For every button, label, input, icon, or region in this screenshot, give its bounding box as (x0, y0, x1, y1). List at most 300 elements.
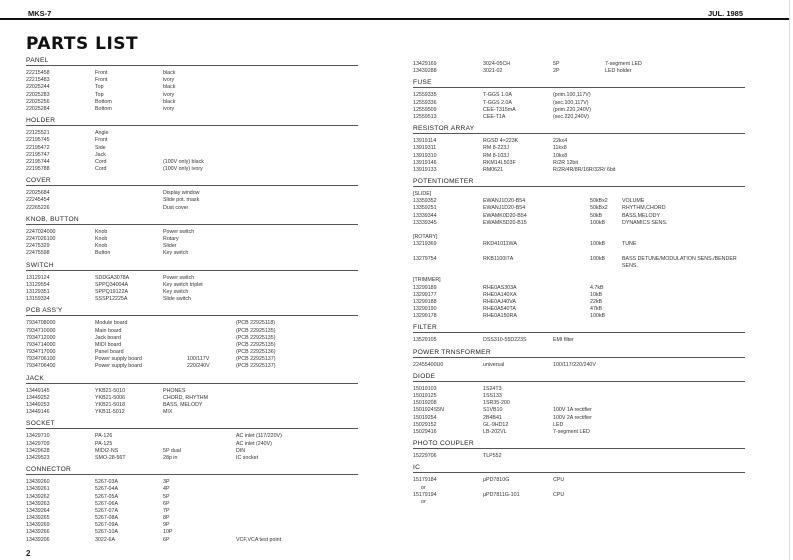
part-description: Angle (95, 130, 109, 137)
part-description: EWANJ1D20-B54 (483, 205, 526, 212)
part-number: 22475598 (26, 250, 50, 257)
part-remark: AC inlet (117/220V) (236, 433, 282, 440)
part-number: 13129554 (26, 281, 50, 288)
part-spec: 8P (163, 515, 170, 522)
part-description: universal (483, 361, 505, 368)
table-row (26, 501, 358, 508)
table-row (26, 402, 358, 409)
table-row (413, 362, 745, 369)
part-description: 1S24T3 (483, 385, 502, 392)
table-row (26, 197, 358, 204)
part-description: T-GGS 1.0A (483, 92, 512, 99)
part-number: 13449145 (26, 387, 50, 394)
part-number: or (421, 484, 426, 491)
part-description: Top (95, 91, 104, 98)
part-description: 1SS133 (483, 393, 502, 400)
section-panel (26, 57, 358, 113)
part-spec: 100kB (590, 241, 606, 248)
table-row (413, 114, 745, 121)
part-number: 7934712000 (26, 334, 56, 341)
section-heading: COVER (26, 177, 358, 186)
table-row (413, 256, 745, 270)
part-remark: 100kB (590, 313, 606, 320)
section-power-trnsformer (413, 349, 745, 369)
table-row (26, 479, 358, 486)
part-spec: Power switch (163, 228, 195, 235)
part-number: 15229706 (413, 453, 437, 460)
part-description: S1VB10 (483, 407, 503, 414)
part-number: 22265226 (26, 204, 50, 211)
part-description: 5267-06A (95, 500, 118, 507)
subgroup-label (413, 485, 745, 492)
part-remark: VCF,VCA test point (236, 536, 282, 543)
section-heading: IC (413, 464, 745, 473)
table-row (26, 363, 358, 370)
part-spec: (sec.100,117V) (553, 99, 589, 106)
part-remark: (PCB 22925137) (236, 356, 276, 363)
part-number: 2247026100 (26, 236, 56, 242)
part-spec: 100V 2A rectifier (553, 414, 592, 421)
table-row (26, 395, 358, 402)
part-description: RM 8-103J (483, 152, 509, 159)
table-row (413, 285, 745, 292)
section-switch (26, 262, 358, 304)
table-row (413, 220, 745, 227)
part-description: 5267-03A (95, 479, 118, 486)
part-spec: Display window (163, 190, 200, 197)
section-jack (26, 375, 358, 417)
part-number: 13359352 (413, 198, 437, 205)
part-number: 22195745 (26, 137, 50, 144)
part-number: 13439288 (413, 68, 437, 75)
part-spec: 100/117V (187, 356, 210, 363)
part-description: LB-202VL (483, 428, 507, 435)
part-spec: 10kx8 (553, 152, 568, 159)
part-description: Jack board (95, 334, 121, 341)
part-number: 12559335 (413, 92, 437, 99)
table-row (413, 61, 745, 68)
table-row (26, 159, 358, 166)
part-number: 13359251 (413, 205, 437, 212)
part-description: Front (95, 70, 108, 76)
table-row (413, 306, 745, 313)
section-continued (413, 61, 745, 75)
part-spec: EMI filter (553, 337, 574, 344)
part-description: MIDI2-NS (95, 447, 119, 454)
part-spec: CHORD, RHYTHM (163, 394, 209, 401)
part-remark: 22kB (590, 298, 603, 305)
part-spec: 100V 1A rectifier (553, 407, 592, 414)
table-row (413, 160, 745, 167)
table-row (413, 422, 745, 429)
part-number: 13439266 (26, 529, 50, 536)
part-description: TLP552 (483, 453, 502, 460)
part-description: Module board (95, 320, 128, 327)
part-number: 13439269 (26, 522, 50, 529)
part-description: 5267-07A (95, 507, 118, 514)
part-remark: BASS DETUNE/MODULATION SENS./BENDER SENS. (622, 255, 737, 269)
table-row (413, 492, 745, 499)
table-row (26, 130, 358, 137)
table-row (26, 508, 358, 515)
table-row (26, 106, 358, 113)
table-row (26, 92, 358, 99)
part-description: 5267-05A (95, 493, 118, 500)
part-number: 13429523 (26, 454, 50, 461)
part-number: 22025283 (26, 91, 50, 98)
table-row (26, 166, 358, 173)
part-remark: (PCB 22925137) (236, 363, 276, 370)
table-row (26, 328, 358, 335)
part-description: RHE0A150RA (483, 313, 517, 320)
part-spec: Slider (163, 243, 177, 250)
section-heading: FUSE (413, 79, 745, 88)
part-description: 5267-04A (95, 486, 118, 493)
part-spec: Key switch triplet (163, 281, 203, 288)
table-row (26, 433, 358, 440)
part-number: 22455400U0 (413, 361, 444, 368)
part-description: Main board (95, 327, 122, 334)
part-spec: 50kBx2 (590, 205, 608, 212)
left-column (26, 57, 358, 548)
section-heading: HOLDER (26, 117, 358, 126)
part-description: Cord (95, 166, 107, 173)
table-row (26, 77, 358, 84)
part-spec: black (163, 98, 176, 105)
table-row (413, 270, 745, 277)
table-row (413, 429, 745, 436)
table-row (413, 153, 745, 160)
table-row (26, 243, 358, 250)
table-row (413, 337, 745, 344)
part-description: MIDI board (95, 341, 122, 348)
part-description: CEE-T1A (483, 113, 506, 120)
part-number: 13919310 (413, 152, 437, 159)
part-remark: VOLUME (622, 198, 645, 205)
part-remark: 47kB (590, 306, 603, 313)
table-row (26, 455, 358, 462)
part-description: 5267-08A (95, 515, 118, 522)
part-spec: black (163, 70, 176, 76)
part-number: 13299188 (413, 298, 437, 305)
part-description: Knob (95, 236, 108, 242)
section-potentiometer (413, 178, 745, 320)
part-spec: ivory (163, 77, 175, 84)
subgroup-label (413, 191, 745, 198)
table-row (26, 84, 358, 91)
part-spec: 100kB (590, 255, 606, 262)
part-number: 13429628 (26, 447, 50, 454)
table-row (26, 152, 358, 159)
section-heading: PCB ASS'Y (26, 307, 358, 316)
table-row (26, 70, 358, 77)
part-description: RKD41011WA (483, 241, 517, 248)
part-spec: Power switch (163, 274, 195, 281)
table-row (26, 250, 358, 257)
part-number: [TRIMMER] (413, 277, 441, 284)
page-edge (789, 0, 790, 560)
part-spec: Rotary (163, 236, 179, 242)
table-row (26, 289, 358, 296)
part-description: RHE0AS303A (483, 284, 517, 291)
part-spec: LED (553, 421, 564, 428)
section-holder (26, 117, 358, 173)
table-row (413, 249, 745, 256)
part-number: 13919146 (413, 159, 437, 166)
table-row (26, 349, 358, 356)
page-title: PARTS LIST (26, 34, 139, 54)
part-spec: 7P (163, 507, 170, 514)
part-number: 13159334 (26, 296, 50, 303)
table-row (26, 296, 358, 303)
part-remark: (PCB 22925135) (236, 334, 276, 341)
part-number: 15019254 (413, 414, 437, 421)
part-number: 7934714000 (26, 341, 56, 348)
part-number: 13439261 (26, 486, 50, 493)
section-socket (26, 420, 358, 462)
part-spec: PHONES (163, 387, 186, 394)
part-number: 22025256 (26, 98, 50, 105)
table-row (413, 138, 745, 145)
part-number: 2247024000 (26, 228, 56, 235)
table-row (413, 92, 745, 99)
table-row (26, 529, 358, 536)
section-heading: SOCKET (26, 420, 358, 429)
table-row (26, 137, 358, 144)
part-spec: 5P (553, 61, 560, 67)
section-heading: RESISTOR ARRAY (413, 125, 745, 134)
part-description: EWANJ1D20-B54 (483, 198, 526, 205)
part-description: μPD7810G (483, 477, 510, 484)
part-description: RGSD 4×223K (483, 138, 519, 145)
part-number: 13429169 (413, 61, 437, 67)
table-row (26, 448, 358, 455)
part-description: Front (95, 77, 108, 84)
part-spec: CPU (553, 477, 565, 484)
section-diode (413, 373, 745, 436)
part-number: 7934708000 (26, 320, 56, 327)
part-spec: CPU (553, 491, 565, 498)
part-remark: IC socket (236, 454, 259, 461)
part-spec: ivory (163, 105, 175, 112)
part-description: 5267-10A (95, 529, 118, 536)
table-row (413, 213, 745, 220)
part-number: 13919114 (413, 138, 437, 145)
part-description: RHE0AJ40VA (483, 298, 516, 305)
part-number: 12559336 (413, 99, 437, 106)
part-description: CEE-T315mA (483, 106, 516, 113)
section-heading: DIODE (413, 373, 745, 382)
part-remark: BASS,MELODY (622, 212, 660, 219)
part-number: 15019125 (413, 393, 437, 400)
part-number: 7934710000 (26, 327, 56, 334)
table-row (26, 190, 358, 197)
part-description: 2B4B41 (483, 414, 502, 421)
part-number: 12559509 (413, 106, 437, 113)
part-number: 13339344 (413, 212, 437, 219)
header-rule (0, 18, 790, 20)
part-description: Jack (95, 151, 106, 158)
part-number: 15029152 (413, 421, 437, 428)
part-number: 13529105 (413, 337, 437, 344)
table-row (26, 320, 358, 327)
part-description: 3024-05CH (483, 61, 511, 67)
part-description: Side (95, 144, 106, 151)
part-description: YKB21-5018 (95, 402, 126, 408)
part-spec: 3P (163, 479, 170, 486)
part-description: YKB21-5006 (95, 394, 126, 401)
part-number: 12559513 (413, 113, 437, 120)
part-description: RKM14L503F (483, 159, 516, 166)
part-description: RHE0A140XA (483, 291, 517, 298)
part-number: 13439264 (26, 507, 50, 514)
part-description: 5267-09A (95, 522, 118, 529)
part-spec: (100V only) black (163, 158, 204, 165)
part-description: EWAMK0D20-B54 (483, 212, 527, 219)
part-number: 13439260 (26, 479, 50, 486)
part-number: [ROTARY] (413, 234, 438, 241)
part-number: 13439265 (26, 515, 50, 522)
part-number: 22195788 (26, 166, 50, 173)
section-pcb-ass-y (26, 307, 358, 370)
part-spec: 50kBx2 (590, 198, 608, 205)
subgroup-label (413, 234, 745, 241)
part-spec: 5P dual (163, 447, 181, 454)
part-description: EWAMK5D20-B15 (483, 219, 527, 226)
part-number: 22215458 (26, 70, 50, 76)
part-spec: 9P (163, 522, 170, 529)
part-spec: 5P (163, 493, 170, 500)
section-heading: PANEL (26, 57, 358, 66)
part-number: 13279754 (413, 255, 437, 262)
part-spec: ivory (163, 91, 175, 98)
part-description: Bottom (95, 105, 112, 112)
part-number: 13919133 (413, 166, 437, 173)
part-number: 22215483 (26, 77, 50, 84)
table-row (413, 167, 745, 174)
part-remark: 7-segment LED (605, 61, 642, 67)
part-description: PA-126 (95, 433, 113, 440)
part-description: RKB1100I7A (483, 255, 514, 262)
table-row (413, 453, 745, 460)
part-spec: 50kB (590, 212, 603, 219)
part-remark: AC inlet (240V) (236, 440, 272, 447)
part-description: Top (95, 84, 104, 91)
part-spec: Slide pot. mask (163, 197, 200, 204)
table-row (413, 299, 745, 306)
table-row (413, 400, 745, 407)
table-row (413, 313, 745, 320)
part-remark: DYNAMICS SENS. (622, 219, 668, 226)
part-number: 13919311 (413, 145, 437, 152)
table-row (413, 393, 745, 400)
table-row (413, 386, 745, 393)
part-remark: (PCB 22925118) (236, 320, 276, 327)
part-spec: 10P (163, 529, 173, 536)
part-remark: LED holder (605, 68, 632, 75)
part-remark: 4.7kB (590, 284, 604, 291)
part-description: SPPQ19122A (95, 288, 128, 295)
table-row (413, 205, 745, 212)
part-description: Panel board (95, 349, 124, 356)
part-spec: 6P (163, 536, 170, 543)
table-row (26, 388, 358, 395)
part-number: 13429709 (26, 440, 50, 447)
part-description: SPPQ34004A (95, 281, 128, 288)
part-spec: Dust cover (163, 204, 189, 211)
part-description: DSS310-55D223S (483, 337, 527, 344)
section-filter (413, 324, 745, 344)
part-number: 22195472 (26, 144, 50, 151)
part-number: 22195747 (26, 151, 50, 158)
part-number: 15179184 (413, 477, 437, 484)
table-row (26, 537, 358, 544)
part-number: 13129124 (26, 274, 50, 281)
part-description: Knob (95, 228, 108, 235)
part-number: 13449252 (26, 394, 50, 401)
section-heading: PHOTO COUPLER (413, 440, 745, 449)
section-heading: KNOB, BUTTON (26, 216, 358, 225)
part-spec: 22kx4 (553, 138, 568, 145)
part-description: SSSP12225A (95, 296, 128, 303)
table-row (413, 100, 745, 107)
table-row (26, 99, 358, 106)
subgroup-label (413, 499, 745, 506)
part-description: Power supply board (95, 356, 142, 363)
section-heading: POWER TRNSFORMER (413, 349, 745, 358)
part-number: 13449253 (26, 402, 50, 408)
part-number: 15029416 (413, 428, 437, 435)
part-description: Button (95, 250, 111, 257)
part-description: RM 8-223J (483, 145, 509, 152)
part-spec: 6P (163, 500, 170, 507)
part-description: Bottom (95, 98, 112, 105)
part-spec: Key switch (163, 288, 189, 295)
table-row (413, 477, 745, 484)
part-spec: 7-segment LED (553, 428, 590, 435)
part-number: 13299178 (413, 313, 437, 320)
page-number: 2 (26, 549, 31, 558)
section-heading: SWITCH (26, 262, 358, 271)
part-spec: 100/117/220/240V (553, 361, 596, 368)
part-description: T-GGS 2.0A (483, 99, 512, 106)
part-remark: (PCB 22925135) (236, 341, 276, 348)
part-spec: (sec.220,240V) (553, 113, 589, 120)
table-row (26, 205, 358, 212)
table-row (26, 275, 358, 282)
part-number: 7934717000 (26, 349, 56, 356)
table-row (413, 407, 745, 414)
part-number: 22025684 (26, 190, 50, 197)
part-spec: MIX (163, 409, 173, 416)
part-spec: 4P (163, 486, 170, 493)
section-resistor-array (413, 125, 745, 174)
part-description: Power supply board (95, 363, 142, 370)
table-row (26, 409, 358, 416)
part-spec: black (163, 84, 176, 91)
part-description: μPD7811G-101 (483, 491, 520, 498)
right-column (413, 61, 745, 510)
table-row (26, 282, 358, 289)
part-remark: 10kB (590, 291, 603, 298)
part-number: 13129351 (26, 288, 50, 295)
part-spec: 220/240V (187, 363, 210, 370)
table-row (26, 335, 358, 342)
table-row (26, 342, 358, 349)
section-heading: POTENTIOMETER (413, 178, 745, 187)
part-number: 13219369 (413, 241, 437, 248)
section-connector (26, 466, 358, 544)
